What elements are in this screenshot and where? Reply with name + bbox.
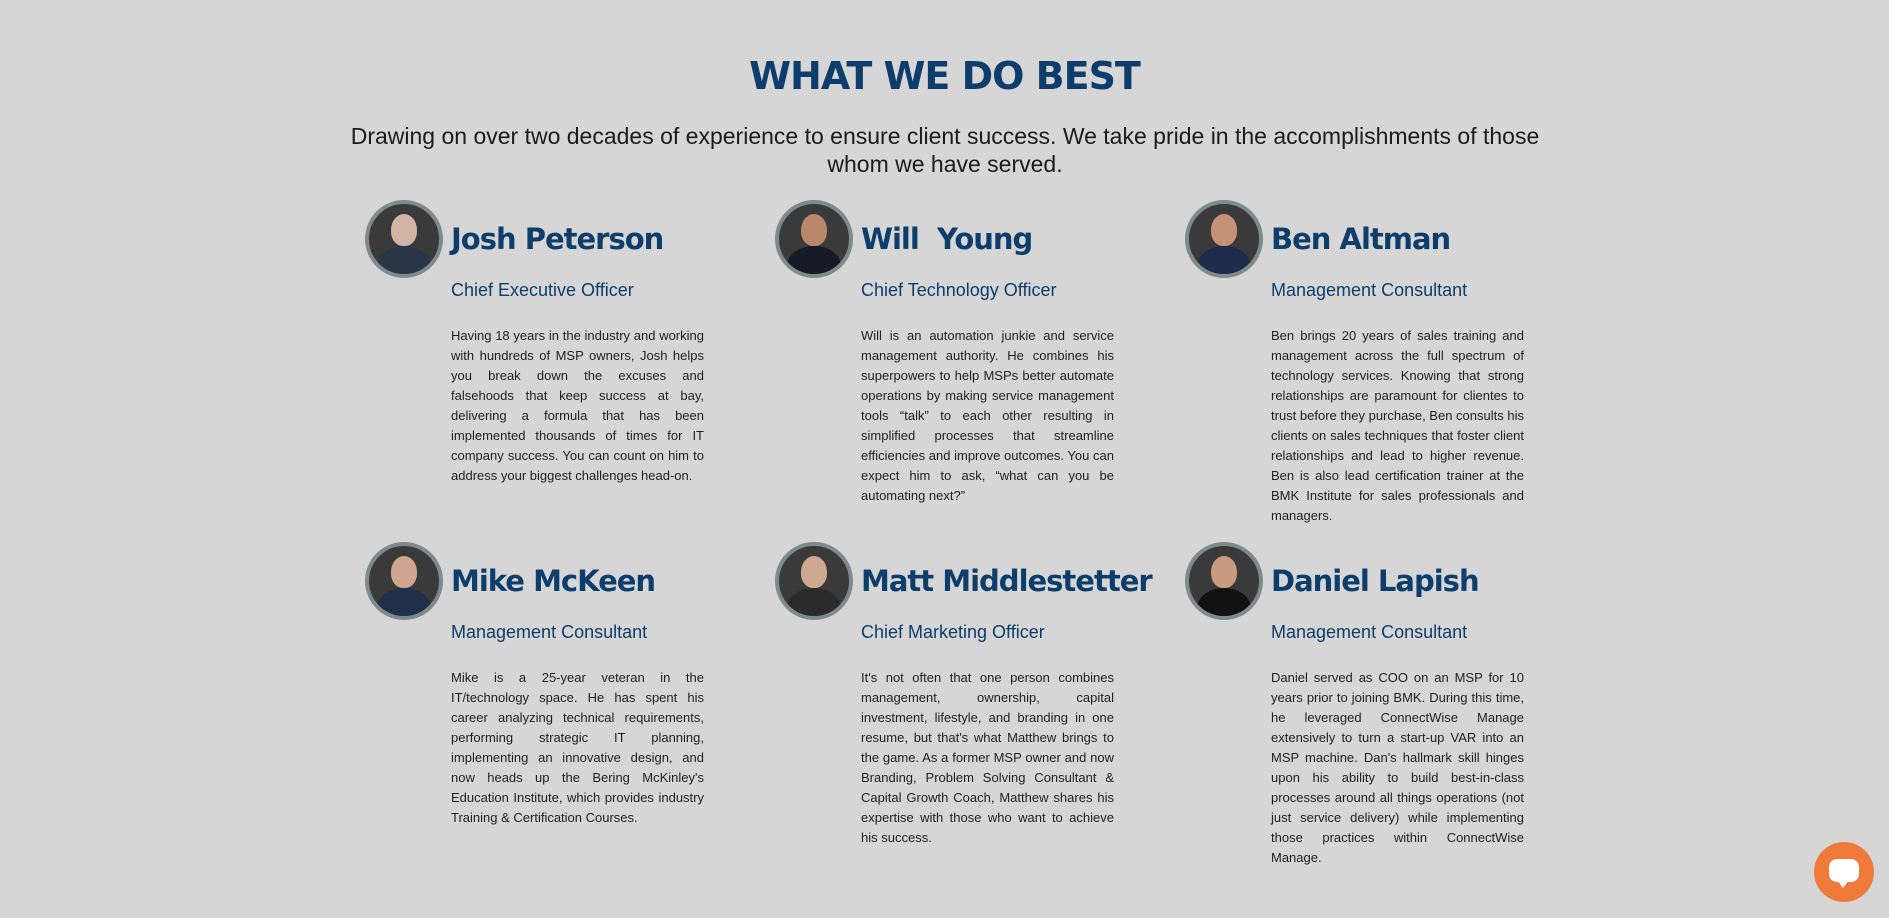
team-card-josh-peterson [365,200,775,542]
avatar [775,542,853,620]
team-member-role: Chief Technology Officer [861,280,1057,300]
avatar [775,200,853,278]
team-member-bio: Daniel served as COO on an MSP for 10 years prior to joining BMK. During this time, he leveraged ConnectWise Manage extensively to turn a start-up VAR into an MSP machine. Dan's hallmark skill hinges upon his ability to build best-in-class processes around all things operations (not just service delivery) while implementing those practices within ConnectWise Manage. [1271,670,1524,865]
section-title: WHAT WE DO BEST [749,54,1140,98]
avatar [1185,200,1263,278]
team-member-name: Josh Peterson [451,222,664,256]
team-member-bio: It's not often that one person combines management, ownership, capital investment, lifestyle, and branding in one resume, but that's what Matthew brings to the game. As a former MSP owner and now Branding, Problem Solving Consultant & Capital Growth Coach, Matthew shares his expertise with those who want to achieve his success. [861,670,1114,845]
avatar [365,200,443,278]
team-grid [365,200,1565,872]
team-member-bio: Ben brings 20 years of sales training and management across the full spectrum of technology services. Knowing that strong relationships are paramount for clientes to trust before they purchase, Ben consults his clients on sales techniques that foster client relationships and lead to higher revenue. Ben is also lead certification trainer at the BMK Institute for sales professionals and managers. [1271,328,1524,523]
team-member-name: Ben Altman [1271,222,1451,256]
team-member-bio: Mike is a 25-year veteran in the IT/technology space. He has spent his career analyzing technical requirements, performing strategic IT planning, implementing an innovative design, and now heads up the Bering McKinley's Education Institute, which provides industry Training & Certification Courses. [451,670,704,825]
team-card-will-young [775,200,1185,542]
team-member-name: Mike McKeen [451,564,656,598]
team-member-role: Management Consultant [1271,280,1468,300]
team-member-role: Chief Marketing Officer [861,622,1045,642]
team-member-bio: Will is an automation junkie and service management authority. He combines his superpowers to help MSPs better automate operations by making service management tools “talk” to each other resulting in simplified processes that streamline efficiencies and improve outcomes. You can expect him to ask, “what can you be automating next?” [861,328,1114,503]
avatar [1185,542,1263,620]
team-member-bio: Having 18 years in the industry and working with hundreds of MSP owners, Josh helps you break down the excuses and falsehoods that keep success at bay, delivering a formula that has been implemented thousands of times for IT company success. You can count on him to address your biggest challenges head-on. [451,328,704,483]
team-member-role: Management Consultant [451,622,648,642]
team-card-ben-altman [1185,200,1565,542]
section-subtitle: Drawing on over two decades of experience to ensure client success. We take pride in the accomplishments of those whom we have served. [350,123,1540,177]
team-member-role: Management Consultant [1271,622,1468,642]
team-member-name: Daniel Lapish [1271,564,1479,598]
team-card-daniel-lapish [1185,542,1565,872]
avatar [365,542,443,620]
team-member-name: Matt Middlestetter [861,564,1152,598]
team-card-matt-middlestetter [775,542,1185,872]
team-member-role: Chief Executive Officer [451,280,634,300]
team-member-name: Will Young [861,222,1033,256]
chat-button[interactable] [1814,842,1874,902]
team-card-mike-mckeen [365,542,775,872]
chat-bubble-icon [1829,859,1859,882]
